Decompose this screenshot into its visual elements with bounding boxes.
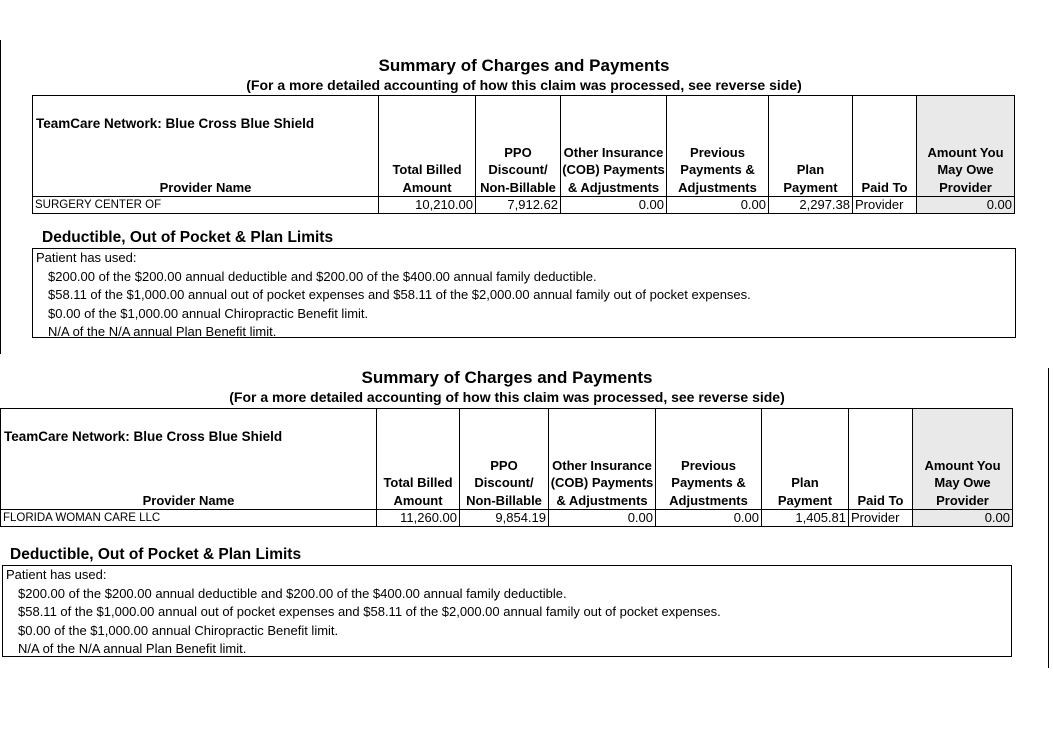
summary-title: Summary of Charges and Payments: [378, 56, 670, 75]
cell-provider-name: FLORIDA WOMAN CARE LLC: [1, 510, 377, 527]
limit-out-of-pocket: $58.11 of the $1,000.00 annual out of pocket expenses and $58.11 of the $2,000.00 annual family out of pocket expenses.: [48, 287, 751, 302]
cell-paid-to: Provider: [853, 197, 917, 214]
cell-plan-payment: 2,297.38: [769, 197, 853, 214]
summary-subtitle: (For a more detailed accounting of how this claim was processed, see reverse side): [246, 77, 802, 93]
header-paid-to: Paid To: [849, 409, 913, 510]
limits-box: [2, 565, 1012, 657]
limit-deductible: $200.00 of the $200.00 annual deductible and $200.00 of the $400.00 annual family deductible.: [18, 585, 567, 601]
limits-list: [6, 585, 1008, 659]
cell-amount-owe: 0.00: [917, 197, 1015, 214]
header-plan-payment: Plan Payment: [769, 96, 853, 197]
header-provider-name: [1, 409, 377, 510]
limit-deductible: $200.00 of the $200.00 annual deductible and $200.00 of the $400.00 annual family deductible.: [48, 268, 597, 284]
cell-previous-payments: 0.00: [667, 197, 769, 214]
limits-heading: Deductible, Out of Pocket & Plan Limits: [10, 546, 302, 563]
header-amount-owe: Amount You May Owe Provider: [917, 96, 1015, 197]
cell-paid-to: Provider: [849, 510, 913, 527]
page-edge-right: [1048, 368, 1049, 668]
header-previous-payments: Previous Payments & Adjustments: [656, 409, 762, 510]
limit-chiropractic: $0.00 of the $1,000.00 annual Chiropractic Benefit limit.: [48, 305, 369, 321]
limit-plan-benefit: N/A of the N/A annual Plan Benefit limit.: [18, 641, 247, 656]
summary-title: Summary of Charges and Payments: [361, 368, 653, 387]
header-plan-payment: Plan Payment: [762, 409, 849, 510]
cell-other-insurance: 0.00: [549, 510, 656, 527]
header-provider-label: Provider Name: [159, 179, 252, 195]
limits-intro: Patient has used:: [6, 567, 107, 582]
claim-summary-1: [32, 56, 1016, 346]
cell-plan-payment: 1,405.81: [762, 510, 849, 527]
cell-ppo-discount: 9,854.19: [460, 510, 549, 527]
header-previous-payments: Previous Payments & Adjustments: [667, 96, 769, 197]
header-provider-label: Provider Name: [142, 492, 235, 508]
table-header-row: [33, 96, 1015, 197]
charges-table: [0, 408, 1013, 527]
header-other-insurance: Other Insurance (COB) Payments & Adjustments: [549, 409, 656, 510]
cell-previous-payments: 0.00: [656, 510, 762, 527]
header-other-insurance: Other Insurance (COB) Payments & Adjustments: [561, 96, 667, 197]
network-label: TeamCare Network: Blue Cross Blue Shield: [4, 429, 283, 444]
header-provider-name: [33, 96, 379, 197]
limits-intro: Patient has used:: [36, 250, 137, 265]
network-label: TeamCare Network: Blue Cross Blue Shield: [36, 116, 315, 131]
limit-out-of-pocket: $58.11 of the $1,000.00 annual out of pocket expenses and $58.11 of the $2,000.00 annual family out of pocket expenses.: [18, 604, 721, 619]
header-total-billed: Total Billed Amount: [379, 96, 476, 197]
header-paid-to: Paid To: [853, 96, 917, 197]
page-edge-left: [0, 40, 1, 354]
limit-chiropractic: $0.00 of the $1,000.00 annual Chiropractic Benefit limit.: [18, 622, 339, 638]
limit-plan-benefit: N/A of the N/A annual Plan Benefit limit.: [48, 324, 277, 339]
header-amount-owe: Amount You May Owe Provider: [913, 409, 1013, 510]
header-ppo-discount: PPO Discount/ Non-Billable: [476, 96, 561, 197]
charges-table: [32, 95, 1015, 214]
claim-summary-2: [0, 368, 1014, 660]
cell-total-billed: 11,260.00: [377, 510, 460, 527]
header-total-billed: Total Billed Amount: [377, 409, 460, 510]
cell-other-insurance: 0.00: [561, 197, 667, 214]
table-row: [33, 197, 1015, 214]
cell-amount-owe: 0.00: [913, 510, 1013, 527]
table-header-row: [1, 409, 1013, 510]
cell-total-billed: 10,210.00: [379, 197, 476, 214]
header-ppo-discount: PPO Discount/ Non-Billable: [460, 409, 549, 510]
summary-subtitle: (For a more detailed accounting of how this claim was processed, see reverse side): [229, 389, 785, 405]
cell-ppo-discount: 7,912.62: [476, 197, 561, 214]
limits-box: [32, 248, 1016, 338]
limits-list: [36, 268, 1012, 342]
table-row: [1, 510, 1013, 527]
limits-heading: Deductible, Out of Pocket & Plan Limits: [42, 229, 334, 246]
cell-provider-name: SURGERY CENTER OF: [33, 197, 379, 214]
